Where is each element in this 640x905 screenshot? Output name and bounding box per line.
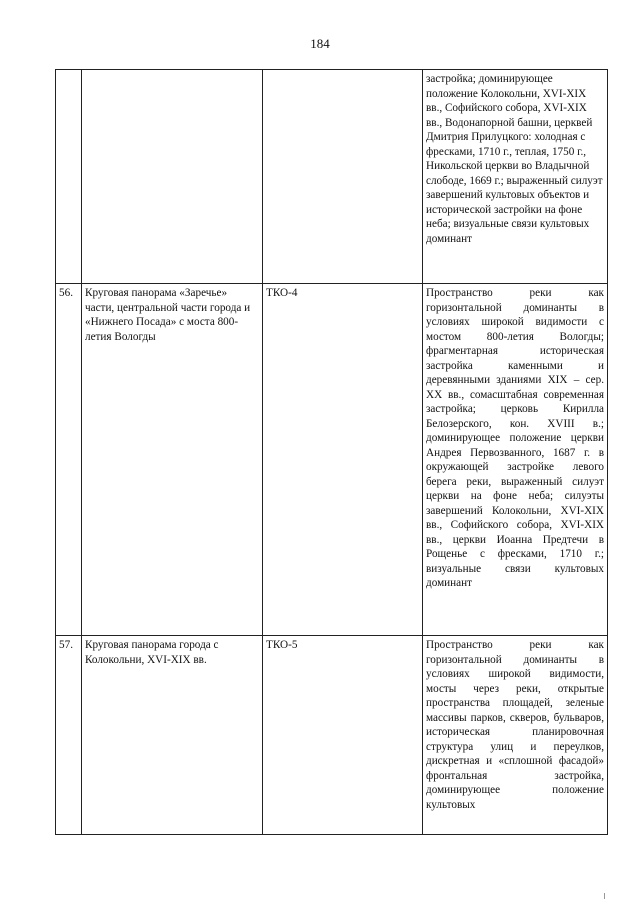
object-description-cell: Пространство реки как горизонтальной доминанты в условиях широкой видимости с мостом 800-летия Вологды; фрагментарная историческая застройка каменными и деревянными зданиями XIX – сер. XX вв., сомасштабная современная застройка; церковь Кирилла Белозерского, кон. XVIII в.; доминирующее положение церкви Андрея Первозванного, 1687 г. в окружающей застройке левого берега реки, выраженный силуэт церкви на фоне неба; силуэты завершений Колокольни, XVI-XIX вв., Софийского собора, XVI-XIX вв., церкви Иоанна Предтечи в Рощенье с фресками, 1710 г.; визуальные связи культовых доминант	[423, 284, 608, 636]
object-description-cell: Пространство реки как горизонтальной доминанты в условиях широкой видимости, мосты через реки, открытые пространства площадей, зеленые массивы парков, скверов, бульваров, историческая планировочная структура улиц и переулков, дискретная и «сплошной фасадой» фронтальная застройка, доминирующее положение культовых	[423, 636, 608, 835]
object-code-cell	[263, 70, 423, 284]
row-number-cell: 56.	[56, 284, 82, 636]
object-name-cell: Круговая панорама «Заречье» части, центральной части города и «Нижнего Посада» с моста 800-летия Вологды	[82, 284, 263, 636]
object-description-cell: застройка; доминирующее положение Колокольни, XVI-XIX вв., Софийского собора, XVI-XIX вв., Водонапорной башни, церквей Дмитрия Прилуцкого: холодная с фресками, 1710 г., теплая, 1750 г., Никольской церкви во Владычной слободе, 1669 г.; выраженный силуэт завершений культовых объектов и исторической застройки на фоне неба; визуальные связи культовых доминант	[423, 70, 608, 284]
page-number: 184	[310, 36, 330, 51]
table-row	[56, 70, 608, 284]
object-code-cell: ТКО-4	[263, 284, 423, 636]
table-row	[56, 284, 608, 636]
table-row	[56, 636, 608, 835]
row-number-cell	[56, 70, 82, 284]
object-code-cell: ТКО-5	[263, 636, 423, 835]
row-number-cell: 57.	[56, 636, 82, 835]
object-name-cell	[82, 70, 263, 284]
monument-table	[55, 69, 608, 835]
object-name-cell: Круговая панорама города с Колокольни, XVI-XIX вв.	[82, 636, 263, 835]
scan-mark	[604, 893, 605, 899]
